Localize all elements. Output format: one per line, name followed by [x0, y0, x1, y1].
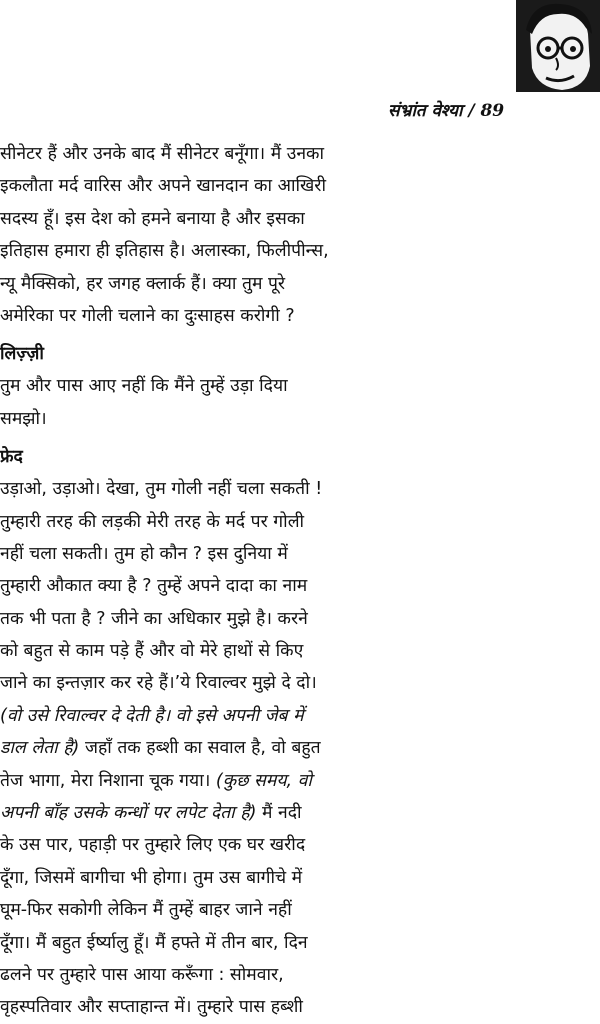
- text-line: जाने का इन्तज़ार कर रहे हैं।’ये रिवाल्वर मुझे दे दो।: [0, 673, 317, 694]
- text-line: सदस्य हूँ। इस देश को हमने बनाया है और इसका: [0, 208, 305, 229]
- text-line: तुम्हारी तरह की लड़की मेरी तरह के मर्द पर गोली: [0, 511, 305, 532]
- dialogue: तेज भागा, मेरा निशाना चूक गया।: [0, 770, 211, 791]
- text-line: वृहस्पतिवार और सप्ताहान्त में। तुम्हारे पास हब्शी: [0, 997, 303, 1018]
- text-line: [0, 797, 596, 829]
- text-line: ढलने पर तुम्हारे पास आया करूँगा : सोमवार,: [0, 964, 284, 985]
- text-line: को बहुत से काम पड़े हैं और वो मेरे हाथों से किए: [0, 641, 304, 662]
- text-line: [0, 765, 596, 797]
- dialogue: मैं नदी: [256, 803, 302, 824]
- speaker-name-fred: फ्रेद: [0, 447, 23, 468]
- text-line: इतिहास हमारा ही इतिहास है। अलास्का, फिलीपीन्स,: [0, 241, 329, 262]
- text-line: न्यू मैक्सिको, हर जगह क्लार्क हैं। क्या तुम पूरे: [0, 273, 286, 294]
- text-line: नहीं चला सकती। तुम हो कौन ? इस दुनिया में: [0, 543, 288, 564]
- text-line: तक भी पता है ? जीने का अधिकार मुझे है। करने: [0, 608, 308, 629]
- stage-direction-line: (वो उसे रिवाल्वर दे देती है। वो इसे अपनी जेब में: [0, 705, 304, 726]
- text-line: घूम-फिर सकोगी लेकिन मैं तुम्हें बाहर जाने नहीं: [0, 900, 292, 921]
- text-line: सीनेटर हैं और उनके बाद मैं सीनेटर बनूँगा। मैं उनका: [0, 144, 325, 164]
- speaker-name-lizzie: लिज़्ज़ी: [0, 344, 44, 365]
- text-line: के उस पार, पहाड़ी पर तुम्हारे लिए एक घर खरीद: [0, 835, 306, 856]
- stage-direction: डाल लेता है): [0, 738, 80, 759]
- text-line: दूँगा, जिसमें बागीचा भी होगा। तुम उस बागीचे में: [0, 867, 303, 888]
- text-line: दूँगा। मैं बहुत ईर्ष्यालु हूँ। मैं हफ्ते में तीन बार, दिन: [0, 932, 308, 953]
- dialogue: जहाँ तक हब्शी का सवाल है, वो बहुत: [79, 738, 321, 759]
- text-line: अमेरिका पर गोली चलाने का दुःसाहस करोगी ?: [0, 305, 295, 326]
- text-line: [0, 732, 596, 764]
- text-line: इकलौता मर्द वारिस और अपने खानदान का आखिरी: [0, 176, 326, 197]
- running-head: संभ्रांत वेश्या / 89: [388, 101, 505, 121]
- text-line: तुम और पास आए नहीं कि मैंने तुम्हें उड़ा दिया: [0, 376, 288, 397]
- text-line: तुम्हारी औकात क्या है ? तुम्हें अपने दादा का नाम: [0, 576, 308, 597]
- text-line: उड़ाओ, उड़ाओ। देखा, तुम गोली नहीं चला सकती !: [0, 479, 323, 500]
- stage-direction: अपनी बाँह उसके कन्धों पर लपेट देता है): [0, 803, 257, 824]
- stage-direction: (कुछ समय, वो: [210, 770, 312, 791]
- author-portrait: [516, 0, 600, 92]
- body-text: [0, 138, 596, 1024]
- text-line: समझो।: [0, 408, 47, 429]
